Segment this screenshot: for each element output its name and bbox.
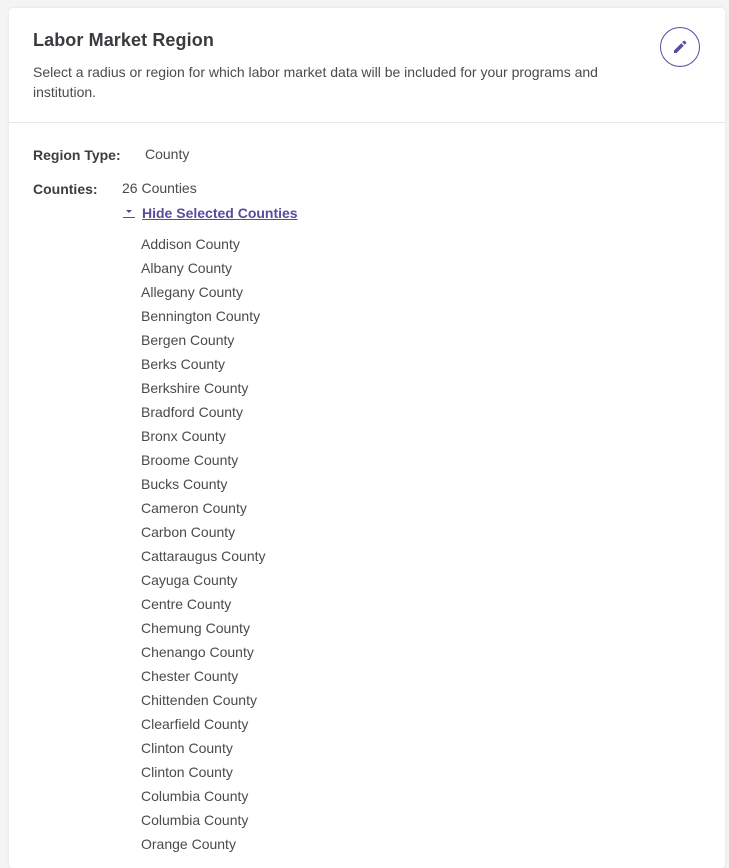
- panel-description: Select a radius or region for which labor market data will be included for your programs and institution.: [33, 64, 598, 100]
- hide-selected-counties-label: Hide Selected Counties: [142, 205, 298, 221]
- county-list-item: Chenango County: [141, 644, 254, 660]
- county-list-item: Broome County: [141, 452, 239, 468]
- county-list-item: Albany County: [141, 260, 233, 276]
- edit-region-button[interactable]: [660, 27, 700, 67]
- county-list-item: Orange County: [141, 836, 236, 852]
- county-list-item: Carbon County: [141, 524, 236, 540]
- county-list-item: Clearfield County: [141, 716, 249, 732]
- county-list-item: Columbia County: [141, 788, 249, 804]
- county-list-item: Bucks County: [141, 476, 228, 492]
- counties-label: Counties:: [33, 181, 98, 197]
- county-list-item: Cattaraugus County: [141, 548, 266, 564]
- county-list-item: Chemung County: [141, 620, 250, 636]
- region-type-label: Region Type:: [33, 147, 121, 163]
- county-list-item: Cayuga County: [141, 572, 238, 588]
- county-list-item: Chittenden County: [141, 692, 257, 708]
- county-list-item: Clinton County: [141, 740, 233, 756]
- county-list-item: Addison County: [141, 236, 240, 252]
- county-list-item: Centre County: [141, 596, 232, 612]
- pencil-icon: [672, 39, 688, 55]
- card-header: [9, 8, 725, 123]
- county-list-item: Bergen County: [141, 332, 235, 348]
- labor-market-region-card: [9, 8, 725, 868]
- county-list-item: Chester County: [141, 668, 239, 684]
- county-list-item: Clinton County: [141, 764, 233, 780]
- county-list-item: Cameron County: [141, 500, 247, 516]
- county-list-item: Allegany County: [141, 284, 243, 300]
- county-list-item: Berks County: [141, 356, 226, 372]
- counties-count: 26 Counties: [122, 180, 197, 196]
- county-list-item: Berkshire County: [141, 380, 249, 396]
- county-list-item: Bennington County: [141, 308, 261, 324]
- caret-down-icon: [123, 207, 135, 219]
- county-list-item: Columbia County: [141, 812, 249, 828]
- panel-title: Labor Market Region: [33, 30, 214, 50]
- county-list-item: Bronx County: [141, 428, 226, 444]
- county-list: [141, 232, 266, 856]
- hide-selected-counties-link[interactable]: [123, 205, 298, 221]
- county-list-item: Bradford County: [141, 404, 243, 420]
- region-type-value: County: [145, 146, 190, 162]
